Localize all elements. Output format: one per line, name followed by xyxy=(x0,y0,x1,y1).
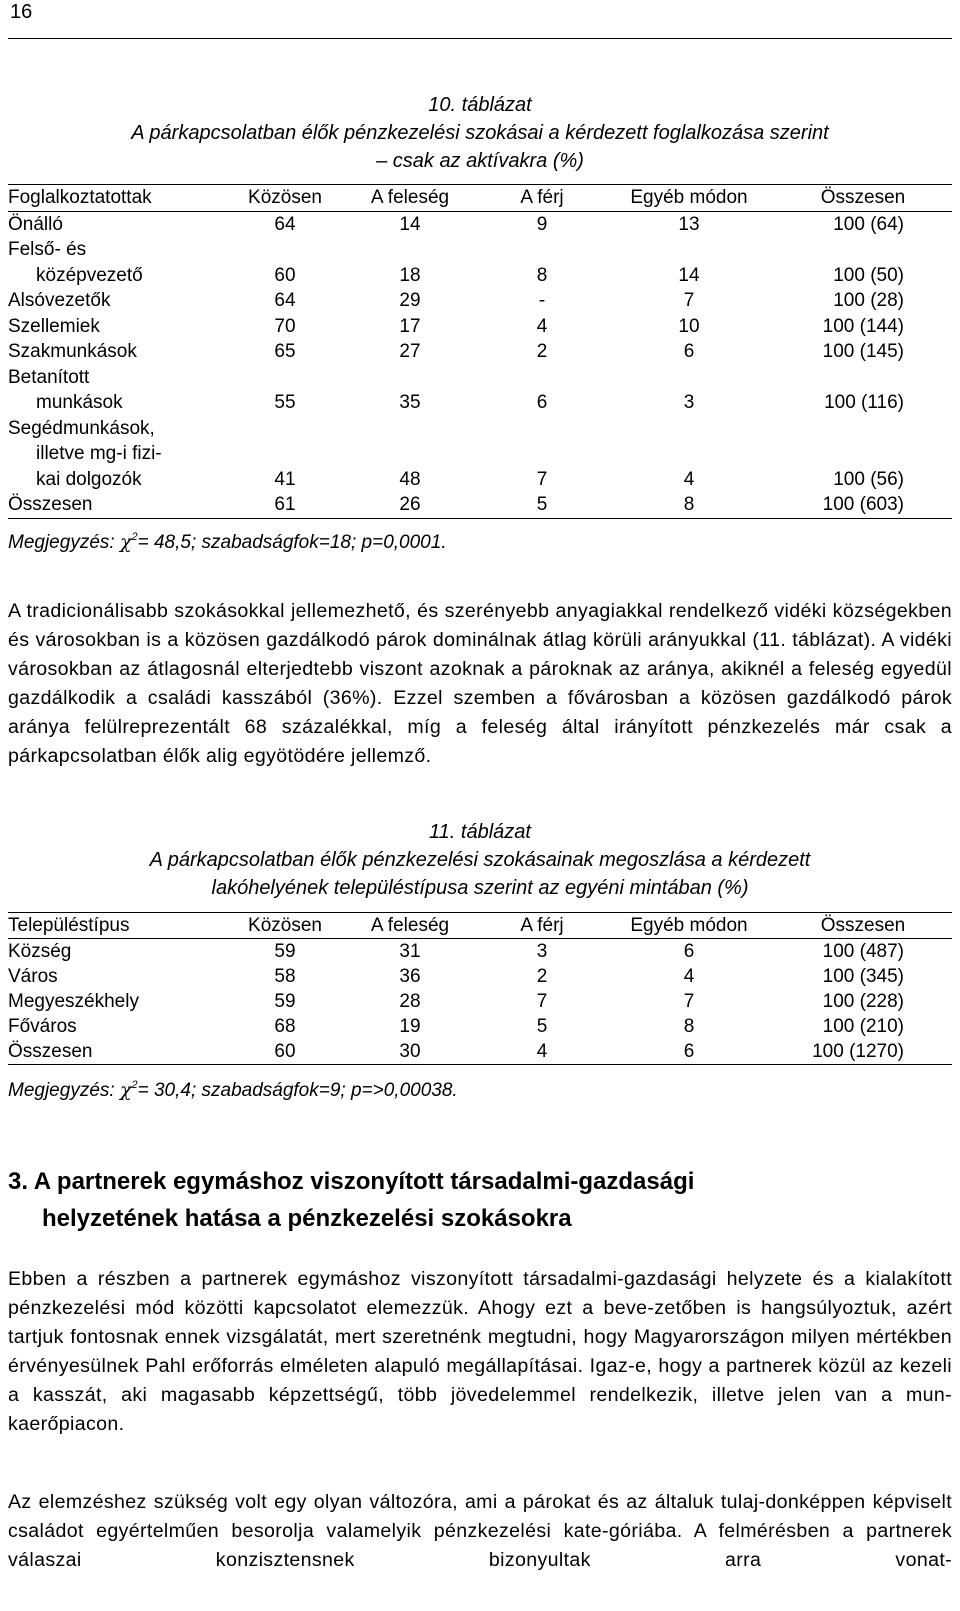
table10-header: Foglalkoztatottak xyxy=(8,185,230,212)
row-label-line: Alsóvezetők xyxy=(8,290,111,311)
table11 xyxy=(8,912,952,1065)
table-cell: 4 xyxy=(480,1039,604,1065)
row-label-line: Önálló xyxy=(8,213,63,235)
table10 xyxy=(8,184,952,519)
table-cell: 55 xyxy=(274,392,296,413)
table-cell: 60 xyxy=(274,264,296,286)
table-cell: 6 xyxy=(683,941,695,962)
table11-header: A férj xyxy=(480,913,604,939)
row-label xyxy=(8,1039,230,1065)
row-label-line: illetve mg-i fizi- xyxy=(36,443,162,464)
table-row xyxy=(8,939,952,965)
table11-header: Településtípus xyxy=(8,913,230,939)
table-cell: 100 (116) xyxy=(824,392,904,413)
table10-header: Egyéb módon xyxy=(604,185,774,212)
table-cell: 4 xyxy=(536,315,548,337)
table-cell: 29 xyxy=(399,290,421,311)
table10-number: 10. táblázat xyxy=(428,94,532,116)
table11-header: Közösen xyxy=(230,913,340,939)
table11-note xyxy=(8,1073,458,1103)
table-cell: 100 (56) xyxy=(833,468,904,490)
table-cell: 7 xyxy=(683,991,695,1012)
table-cell: 2 xyxy=(536,966,548,987)
table10-note xyxy=(8,525,447,555)
table-cell: 61 xyxy=(230,492,340,518)
table-cell: 70 xyxy=(274,315,296,337)
table-cell: 3 xyxy=(683,392,695,413)
table11-caption xyxy=(0,818,960,902)
page-number: 16 xyxy=(10,1,33,23)
table-row xyxy=(8,314,952,340)
table-cell: 8 xyxy=(536,264,548,286)
row-label xyxy=(8,339,230,365)
table-cell: 65 xyxy=(274,341,296,362)
row-label xyxy=(8,365,230,416)
table-cell: 64 xyxy=(274,213,296,235)
table-cell: 100 (28) xyxy=(833,290,904,311)
row-label-line: Község xyxy=(8,941,72,962)
table-cell: 58 xyxy=(274,966,296,987)
table10-header: A férj xyxy=(480,185,604,212)
table10-subtitle: – csak az aktívakra (%) xyxy=(376,150,584,172)
table-row xyxy=(8,288,952,314)
table-cell: 28 xyxy=(399,991,421,1012)
table-cell: 41 xyxy=(274,468,296,490)
table-cell: 59 xyxy=(274,991,296,1012)
table-cell: 59 xyxy=(274,941,296,962)
table10-title: A párkapcsolatban élők pénzkezelési szokásai a kérdezett foglalkozása szerint xyxy=(131,122,829,144)
table10-header: A feleség xyxy=(340,185,480,212)
note-label: Megjegyzés: xyxy=(8,1080,115,1101)
table-cell: 60 xyxy=(230,1039,340,1065)
table-cell: 6 xyxy=(604,1039,774,1065)
table-cell: 8 xyxy=(683,1016,695,1037)
table-row xyxy=(8,365,952,416)
row-label-line: Betanított xyxy=(8,366,90,388)
table11-header-row xyxy=(8,913,952,939)
table10-header: Közösen xyxy=(230,185,340,212)
row-label-line: Segédmunkások, xyxy=(8,417,155,439)
row-label xyxy=(8,939,230,965)
header-divider xyxy=(8,38,952,39)
row-label xyxy=(8,964,230,989)
table-cell: 14 xyxy=(399,213,421,235)
table-cell: 100 (144) xyxy=(822,315,904,337)
body-paragraph-1: A tradicionálisabb szokásokkal jellemezhető, és szerényebb anyagiakkal rendelkező vidéki községekben és városokban is a közösen gazdálkodó párok dominálnak átlag körüli arányukkal (11. táblázat). A vidéki városokban az átlagosnál elterjedtebb viszont azoknak a pároknak az aránya, akiknél a feleség egyedül gazdálkodik a családi kasszából (36%). Ezzel szemben a fővárosban a közösen gazdálkodó párok aránya felülreprezentált 68 százalékkal, míg a feleség által irányított pénzkezelés már csak a párkapcsolatban élők alig egyötödére jellemző. xyxy=(8,600,952,767)
table-row xyxy=(8,1014,952,1039)
table-cell: 9 xyxy=(536,213,548,235)
table10-header: Összesen xyxy=(774,185,952,212)
table-cell: 17 xyxy=(399,315,421,337)
table-cell: 100 (228) xyxy=(822,991,904,1012)
table-cell: 100 (210) xyxy=(822,1016,904,1037)
row-label xyxy=(8,288,230,314)
table-cell: 27 xyxy=(399,341,421,362)
table-cell: 100 (1270) xyxy=(774,1039,952,1065)
table-cell: 8 xyxy=(604,492,774,518)
row-label xyxy=(8,237,230,288)
row-label xyxy=(8,211,230,237)
table-cell: 19 xyxy=(399,1016,421,1037)
table-row xyxy=(8,989,952,1014)
table11-number: 11. táblázat xyxy=(429,821,531,843)
row-label-line: munkások xyxy=(36,392,123,413)
table-row xyxy=(8,211,952,237)
row-label-line: középvezető xyxy=(36,264,143,286)
table-cell: 6 xyxy=(536,392,548,413)
row-label-line: Összesen xyxy=(8,1041,93,1062)
table-row xyxy=(8,964,952,989)
row-label-line: Város xyxy=(8,966,58,987)
table-row xyxy=(8,339,952,365)
row-label-line: Összesen xyxy=(8,494,93,515)
table-cell: 35 xyxy=(399,392,421,413)
table-cell: 18 xyxy=(399,264,421,286)
note-stats: = 48,5; szabadságfok=18; p=0,0001. xyxy=(137,532,447,553)
row-label-line: Szakmunkások xyxy=(8,341,137,362)
table-cell: 100 (487) xyxy=(822,941,904,962)
table-cell: 7 xyxy=(683,290,695,311)
table-row xyxy=(8,237,952,288)
table11-title: A párkapcsolatban élők pénzkezelési szokásainak megoszlása a kérdezett xyxy=(149,849,811,871)
row-label-line: Megyeszékhely xyxy=(8,991,139,1012)
table-row xyxy=(8,492,952,518)
table-cell: 5 xyxy=(480,492,604,518)
table-cell: 30 xyxy=(340,1039,480,1065)
chi-symbol: χ xyxy=(119,531,132,553)
note-stats: = 30,4; szabadságfok=9; p=>0,00038. xyxy=(137,1080,458,1101)
table-cell: 100 (145) xyxy=(822,341,904,362)
row-label-line: Főváros xyxy=(8,1016,77,1037)
table-cell: 7 xyxy=(536,468,548,490)
table-cell: 5 xyxy=(536,1016,548,1037)
table11-subtitle: lakóhelyének településtípusa szerint az egyéni mintában (%) xyxy=(211,877,749,899)
section-heading-line-2: helyzetének hatása a pénzkezelési szokásokra xyxy=(42,1205,572,1232)
row-label-line: kai dolgozók xyxy=(36,468,142,490)
table10-header-row xyxy=(8,185,952,212)
table-cell: 64 xyxy=(274,290,296,311)
row-label xyxy=(8,1014,230,1039)
table-cell: 6 xyxy=(683,341,695,362)
table-cell: 3 xyxy=(536,941,548,962)
row-label xyxy=(8,416,230,493)
table-cell: 2 xyxy=(536,341,548,362)
table-cell: 100 (603) xyxy=(774,492,952,518)
chi-exponent: 2 xyxy=(131,1079,138,1091)
section-heading xyxy=(8,1163,694,1237)
table-cell: - xyxy=(538,290,546,311)
note-label: Megjegyzés: xyxy=(8,532,115,553)
table-row xyxy=(8,416,952,493)
row-label-line: Szellemiek xyxy=(8,315,100,337)
row-label xyxy=(8,989,230,1014)
row-label xyxy=(8,314,230,340)
table-row xyxy=(8,1039,952,1065)
table-cell: 4 xyxy=(683,468,695,490)
table-cell: 26 xyxy=(340,492,480,518)
chi-exponent: 2 xyxy=(131,531,138,543)
body-paragraph-3: Az elemzéshez szükség volt egy olyan változóra, ami a párokat és az általuk tulaj-donképpen képviselt családot egyértelműen besorolja valamelyik pénzkezelési kate-góriába. A felmérésben a partnerek válaszai konzisztensnek bizonyultak arra vonat- xyxy=(8,1491,952,1571)
row-label xyxy=(8,492,230,518)
table11-header: Egyéb módon xyxy=(604,913,774,939)
table11-header: Összesen xyxy=(774,913,952,939)
table-cell: 13 xyxy=(678,213,700,235)
section-heading-line-1: 3. A partnerek egymáshoz viszonyított társadalmi-gazdasági xyxy=(8,1168,695,1195)
chi-symbol: χ xyxy=(119,1079,132,1101)
table-cell: 100 (50) xyxy=(833,264,904,286)
table-cell: 14 xyxy=(678,264,700,286)
table-cell: 68 xyxy=(274,1016,296,1037)
table-cell: 31 xyxy=(399,941,421,962)
table11-header: A feleség xyxy=(340,913,480,939)
table-cell: 7 xyxy=(536,991,548,1012)
row-label-line: Felső- és xyxy=(8,239,87,260)
body-paragraph-2: Ebben a részben a partnerek egymáshoz viszonyított társadalmi-gazdasági helyzete és a kialakított pénzkezelési mód közötti kapcsolatot elemezzük. Ahogy ezt a beve-zetőben is hangsúlyoztuk, azért tartjuk fontosnak ennek vizsgálatát, mert szeretnénk megtudni, hogy Magyarországon milyen mértékben érvényesülnek Pahl erőforrás elméleten alapuló megállapításai. Igaz-e, hogy a partnerek közül az kezeli a kasszát, aki magasabb képzettségű, több jövedelemmel rendelkezik, illetve jelen van a mun-kaerőpiacon. xyxy=(8,1268,952,1435)
table-cell: 48 xyxy=(399,468,421,490)
table-cell: 4 xyxy=(683,966,695,987)
table10-caption xyxy=(0,91,960,175)
table-cell: 36 xyxy=(399,966,421,987)
table-cell: 100 (64) xyxy=(833,213,904,235)
table-cell: 100 (345) xyxy=(822,966,904,987)
table-cell: 10 xyxy=(678,315,700,337)
